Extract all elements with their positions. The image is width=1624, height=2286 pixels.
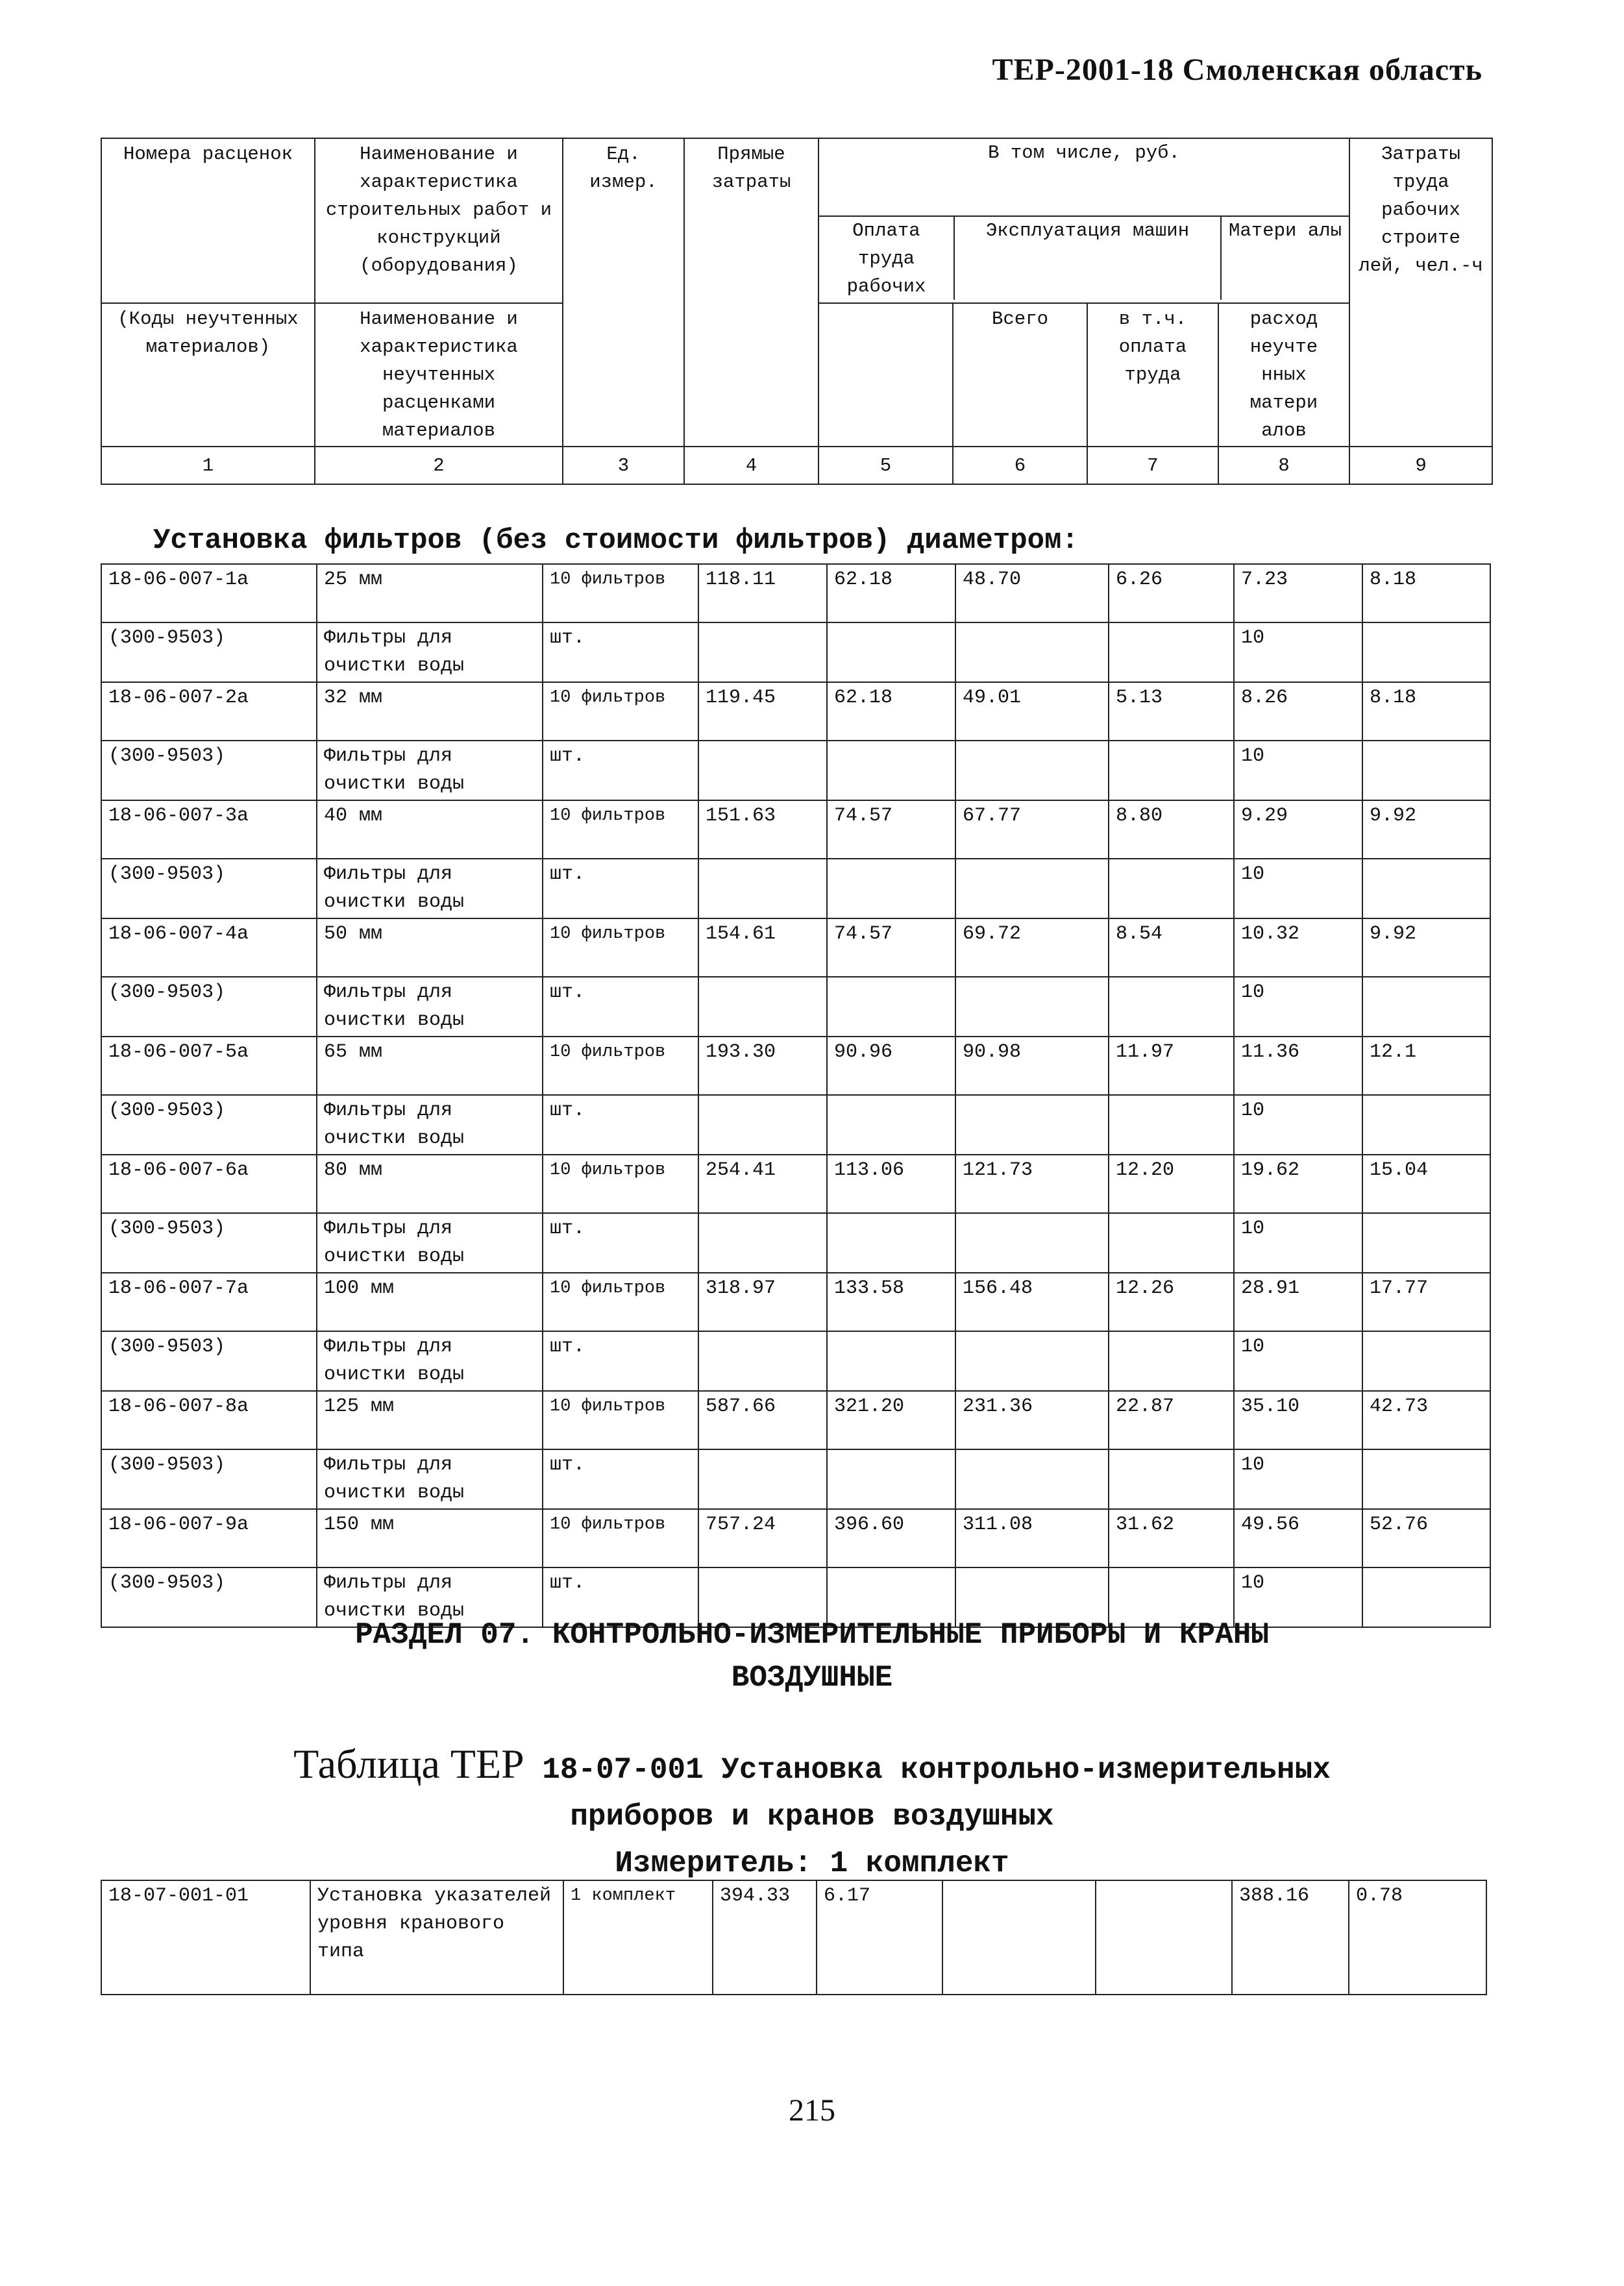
labor-pay: 90.96 <box>827 1037 955 1095</box>
work-name: Фильтры для очистки воды <box>317 622 543 682</box>
header-codes: Номера расценок <box>101 138 315 303</box>
work-name: 65 мм <box>317 1037 543 1095</box>
rate-code: 18-06-007-1a <box>101 564 317 622</box>
materials: 49.56 <box>1234 1509 1362 1567</box>
machines-labor <box>1109 741 1234 800</box>
document-header-title: ТЕР-2001-18 Смоленская область <box>992 53 1483 87</box>
table-row <box>101 1391 1490 1449</box>
machines-labor: 12.20 <box>1109 1155 1234 1213</box>
rate-code: 18-06-007-4a <box>101 918 317 977</box>
labor-hours <box>1362 1095 1490 1155</box>
work-name: Фильтры для очистки воды <box>317 1331 543 1391</box>
table-title-line1: 18-07-001 Установка контрольно-измерительных <box>542 1753 1331 1787</box>
direct-cost: 151.63 <box>698 800 827 859</box>
machines-labor: 6.26 <box>1109 564 1234 622</box>
machines-labor <box>1109 1095 1234 1155</box>
direct-cost: 318.97 <box>698 1273 827 1331</box>
materials: 11.36 <box>1234 1037 1362 1095</box>
column-number: 4 <box>684 447 818 484</box>
section-07-line1: РАЗДЕЛ 07. КОНТРОЛЬНО-ИЗМЕРИТЕЛЬНЫЕ ПРИБОРЫ И КРАНЫ <box>355 1618 1269 1652</box>
work-name: Фильтры для очистки воды <box>317 1213 543 1273</box>
direct-cost: 118.11 <box>698 564 827 622</box>
machines-total <box>955 622 1109 682</box>
labor-hours <box>1362 1449 1490 1509</box>
work-name: Фильтры для очистки воды <box>317 1095 543 1155</box>
machines-total <box>955 741 1109 800</box>
unit: шт. <box>543 1567 698 1627</box>
rate-code: (300-9503) <box>101 1449 317 1509</box>
machines-labor <box>1109 859 1234 918</box>
unit: шт. <box>543 977 698 1037</box>
materials: 10 <box>1234 1095 1362 1155</box>
labor-pay: 62.18 <box>827 564 955 622</box>
work-name: 125 мм <box>317 1391 543 1449</box>
machines-labor: 8.54 <box>1109 918 1234 977</box>
labor-hours: 9.92 <box>1362 918 1490 977</box>
labor-pay <box>827 1449 955 1509</box>
materials: 28.91 <box>1234 1273 1362 1331</box>
labor-pay <box>827 1331 955 1391</box>
header-material-name: Наименование и характеристика неучтенных расценками материалов <box>315 303 563 447</box>
column-header-table <box>101 138 1493 485</box>
table-row <box>101 682 1490 741</box>
labor-hours: 52.76 <box>1362 1509 1490 1567</box>
table-row <box>101 622 1490 682</box>
labor-pay: 321.20 <box>827 1391 955 1449</box>
table-row <box>101 800 1490 859</box>
column-number: 8 <box>1218 447 1349 484</box>
column-number: 1 <box>101 447 315 484</box>
rate-code: (300-9503) <box>101 1095 317 1155</box>
table-row <box>101 1880 1486 1995</box>
rates-table-18-07-001 <box>101 1880 1487 1995</box>
machines-labor <box>1109 1213 1234 1273</box>
materials: 35.10 <box>1234 1391 1362 1449</box>
table-title-measure: Измеритель: 1 комплект <box>615 1847 1009 1880</box>
labor-pay: 6.17 <box>817 1880 942 1995</box>
work-name: 40 мм <box>317 800 543 859</box>
table-row <box>101 1155 1490 1213</box>
labor-hours: 17.77 <box>1362 1273 1490 1331</box>
machines-labor: 8.80 <box>1109 800 1234 859</box>
rate-code: 18-06-007-2a <box>101 682 317 741</box>
machines-total <box>955 859 1109 918</box>
machines-total: 69.72 <box>955 918 1109 977</box>
unit: шт. <box>543 859 698 918</box>
header-materials-consumption: расход неучте нных матери алов <box>1218 303 1349 447</box>
work-name: 50 мм <box>317 918 543 977</box>
machines-total: 48.70 <box>955 564 1109 622</box>
table-row <box>101 1273 1490 1331</box>
header-labor-pay: Оплата труда рабочих <box>819 217 955 300</box>
unit: шт. <box>543 1213 698 1273</box>
machines-total: 231.36 <box>955 1391 1109 1449</box>
column-number: 6 <box>953 447 1087 484</box>
work-name: 100 мм <box>317 1273 543 1331</box>
work-name: Фильтры для очистки воды <box>317 859 543 918</box>
unit: шт. <box>543 622 698 682</box>
direct-cost: 154.61 <box>698 918 827 977</box>
machines-labor: 12.26 <box>1109 1273 1234 1331</box>
machines-labor <box>1109 977 1234 1037</box>
machines-labor <box>1109 622 1234 682</box>
header-direct-cost: Прямые затраты <box>684 138 818 447</box>
table-row <box>101 741 1490 800</box>
unit: шт. <box>543 741 698 800</box>
table-row <box>101 977 1490 1037</box>
rate-code: (300-9503) <box>101 741 317 800</box>
materials: 10 <box>1234 741 1362 800</box>
table-row <box>101 1037 1490 1095</box>
rate-code: 18-06-007-7a <box>101 1273 317 1331</box>
labor-pay <box>827 622 955 682</box>
column-number-row <box>101 447 1492 484</box>
unit: шт. <box>543 1095 698 1155</box>
header-machines-group: Эксплуатация машин <box>955 217 1222 300</box>
work-name: 80 мм <box>317 1155 543 1213</box>
machines-total: 156.48 <box>955 1273 1109 1331</box>
unit: 10 фильтров <box>543 1391 698 1449</box>
machines-total: 121.73 <box>955 1155 1109 1213</box>
labor-pay <box>827 741 955 800</box>
header-machines-total: Всего <box>953 303 1087 447</box>
machines-labor: 31.62 <box>1109 1509 1234 1567</box>
work-name: Фильтры для очистки воды <box>317 1449 543 1509</box>
direct-cost: 119.45 <box>698 682 827 741</box>
direct-cost: 394.33 <box>713 1880 817 1995</box>
unit: 10 фильтров <box>543 1037 698 1095</box>
direct-cost: 254.41 <box>698 1155 827 1213</box>
unit: 1 комплект <box>563 1880 713 1995</box>
labor-hours <box>1362 859 1490 918</box>
direct-cost <box>698 1449 827 1509</box>
section-07-title <box>0 1614 1624 1699</box>
labor-pay <box>827 977 955 1037</box>
labor-hours: 0.78 <box>1349 1880 1486 1995</box>
direct-cost <box>698 977 827 1037</box>
machines-labor: 11.97 <box>1109 1037 1234 1095</box>
machines-labor <box>1109 1449 1234 1509</box>
unit: шт. <box>543 1331 698 1391</box>
work-name: Установка указателей уровня кранового типа <box>310 1880 563 1995</box>
labor-hours <box>1362 977 1490 1037</box>
labor-pay: 396.60 <box>827 1509 955 1567</box>
machines-total: 90.98 <box>955 1037 1109 1095</box>
table-row <box>101 918 1490 977</box>
labor-hours <box>1362 622 1490 682</box>
labor-pay <box>827 859 955 918</box>
materials: 9.29 <box>1234 800 1362 859</box>
table-row <box>101 1509 1490 1567</box>
table-title-line2: приборов и кранов воздушных <box>570 1800 1054 1834</box>
work-name: 32 мм <box>317 682 543 741</box>
rate-code: (300-9503) <box>101 1213 317 1273</box>
labor-pay <box>827 1095 955 1155</box>
column-number: 5 <box>818 447 953 484</box>
materials: 10 <box>1234 1567 1362 1627</box>
section-heading: Установка фильтров (без стоимости фильтров) диаметром: <box>153 524 1079 557</box>
direct-cost <box>698 622 827 682</box>
section-07-line2: ВОЗДУШНЫЕ <box>731 1661 893 1695</box>
header-unit: Ед. измер. <box>563 138 684 447</box>
labor-hours <box>1362 1331 1490 1391</box>
labor-hours <box>1362 741 1490 800</box>
table-18-07-001-title <box>0 1741 1624 1887</box>
rate-code: 18-06-007-5a <box>101 1037 317 1095</box>
labor-hours: 8.18 <box>1362 682 1490 741</box>
unit: 10 фильтров <box>543 682 698 741</box>
header-labor-hours: Затраты труда рабочих строите лей, чел.-ч <box>1349 138 1492 447</box>
labor-hours: 9.92 <box>1362 800 1490 859</box>
header-including-label: В том числе, руб. <box>819 139 1349 217</box>
labor-hours: 12.1 <box>1362 1037 1490 1095</box>
work-name: Фильтры для очистки воды <box>317 977 543 1037</box>
unit: 10 фильтров <box>543 918 698 977</box>
direct-cost: 757.24 <box>698 1509 827 1567</box>
direct-cost <box>698 1213 827 1273</box>
column-number: 2 <box>315 447 563 484</box>
header-material-codes: (Коды неучтенных материалов) <box>101 303 315 447</box>
machines-total <box>955 1449 1109 1509</box>
table-row <box>101 564 1490 622</box>
rate-code: (300-9503) <box>101 1567 317 1627</box>
table-row <box>101 1095 1490 1155</box>
direct-cost <box>698 859 827 918</box>
work-name: 25 мм <box>317 564 543 622</box>
materials: 8.26 <box>1234 682 1362 741</box>
machines-total: 311.08 <box>955 1509 1109 1567</box>
column-number: 9 <box>1349 447 1492 484</box>
page-number: 215 <box>789 2093 835 2128</box>
machines-labor: 22.87 <box>1109 1391 1234 1449</box>
header-including-group <box>818 138 1349 303</box>
header-machines-labor: в т.ч. оплата труда <box>1087 303 1218 447</box>
rate-code: (300-9503) <box>101 977 317 1037</box>
direct-cost <box>698 741 827 800</box>
rates-table <box>101 563 1491 1628</box>
unit: шт. <box>543 1449 698 1509</box>
materials: 10.32 <box>1234 918 1362 977</box>
rate-code: 18-06-007-6a <box>101 1155 317 1213</box>
labor-pay: 74.57 <box>827 800 955 859</box>
labor-hours: 8.18 <box>1362 564 1490 622</box>
column-number: 3 <box>563 447 684 484</box>
labor-pay: 62.18 <box>827 682 955 741</box>
direct-cost: 193.30 <box>698 1037 827 1095</box>
direct-cost <box>698 1331 827 1391</box>
materials: 10 <box>1234 1449 1362 1509</box>
materials: 7.23 <box>1234 564 1362 622</box>
machines-total <box>942 1880 1096 1995</box>
unit: 10 фильтров <box>543 1509 698 1567</box>
unit: 10 фильтров <box>543 800 698 859</box>
labor-pay: 133.58 <box>827 1273 955 1331</box>
direct-cost: 587.66 <box>698 1391 827 1449</box>
table-row <box>101 859 1490 918</box>
machines-labor: 5.13 <box>1109 682 1234 741</box>
rate-code: (300-9503) <box>101 622 317 682</box>
machines-total <box>955 1331 1109 1391</box>
unit: 10 фильтров <box>543 564 698 622</box>
header-materials: Матери алы <box>1229 220 1342 241</box>
table-title-prefix: Таблица ТЕР <box>293 1741 524 1787</box>
unit: 10 фильтров <box>543 1155 698 1213</box>
table-row <box>101 1213 1490 1273</box>
table-row <box>101 1449 1490 1509</box>
machines-total: 67.77 <box>955 800 1109 859</box>
machines-total: 49.01 <box>955 682 1109 741</box>
materials: 10 <box>1234 622 1362 682</box>
materials: 10 <box>1234 1331 1362 1391</box>
rate-code: (300-9503) <box>101 859 317 918</box>
machines-labor <box>1109 1331 1234 1391</box>
work-name: Фильтры для очистки воды <box>317 741 543 800</box>
materials: 10 <box>1234 859 1362 918</box>
header-blank <box>818 303 953 447</box>
labor-hours: 42.73 <box>1362 1391 1490 1449</box>
labor-pay <box>827 1213 955 1273</box>
table-row <box>101 1331 1490 1391</box>
materials: 388.16 <box>1232 1880 1349 1995</box>
rate-code: 18-07-001-01 <box>101 1880 310 1995</box>
labor-hours: 15.04 <box>1362 1155 1490 1213</box>
labor-pay: 74.57 <box>827 918 955 977</box>
rate-code: 18-06-007-9a <box>101 1509 317 1567</box>
rate-code: 18-06-007-3a <box>101 800 317 859</box>
machines-labor <box>1096 1880 1232 1995</box>
labor-hours <box>1362 1213 1490 1273</box>
machines-total <box>955 1095 1109 1155</box>
work-name: 150 мм <box>317 1509 543 1567</box>
materials: 19.62 <box>1234 1155 1362 1213</box>
labor-pay: 113.06 <box>827 1155 955 1213</box>
materials: 10 <box>1234 977 1362 1037</box>
rate-code: (300-9503) <box>101 1331 317 1391</box>
rate-code: 18-06-007-8a <box>101 1391 317 1449</box>
column-number: 7 <box>1087 447 1218 484</box>
work-name: Фильтры для очистки воды <box>317 1567 543 1627</box>
machines-total <box>955 1213 1109 1273</box>
machines-total <box>955 977 1109 1037</box>
header-name: Наименование и характеристика строительных работ и конструкций (оборудования) <box>315 138 563 303</box>
direct-cost <box>698 1095 827 1155</box>
materials: 10 <box>1234 1213 1362 1273</box>
unit: 10 фильтров <box>543 1273 698 1331</box>
